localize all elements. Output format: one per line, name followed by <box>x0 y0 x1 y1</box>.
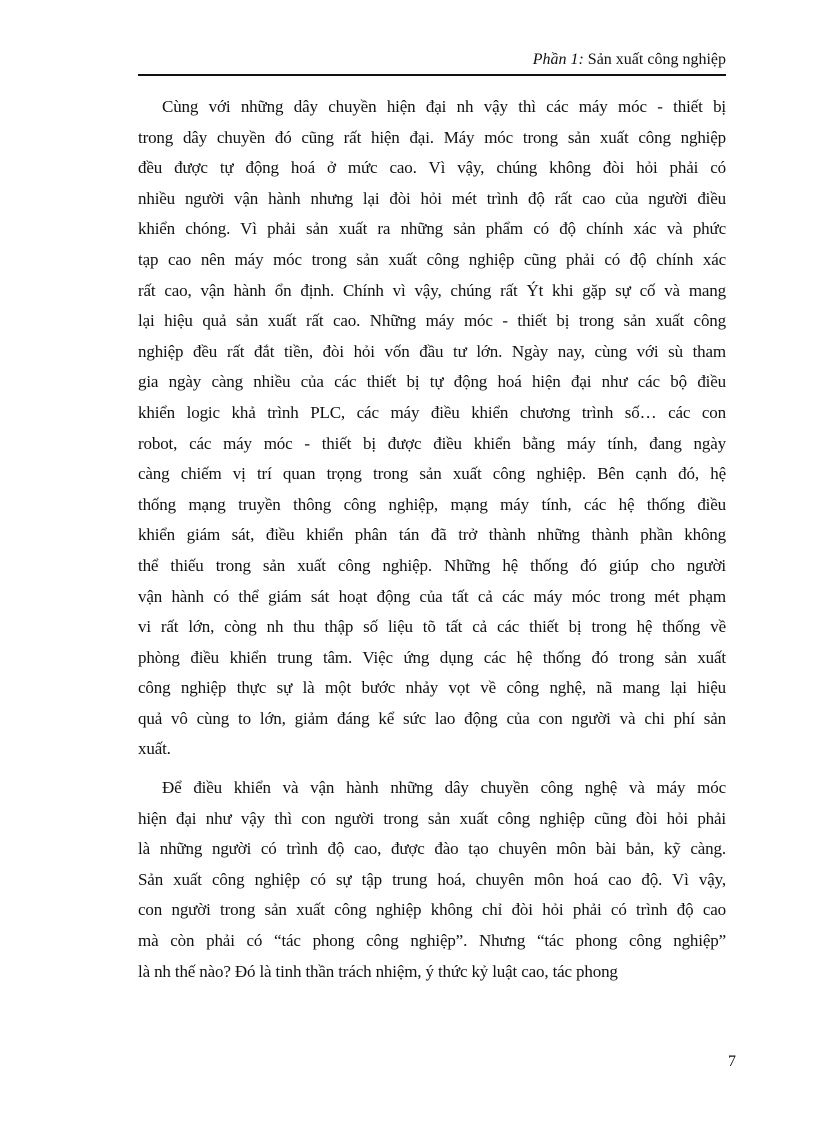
text-line: quả vô cùng to lớn, giảm đáng kể sức lao động của con người và chi phí sản <box>138 708 726 728</box>
page-number: 7 <box>728 1053 736 1070</box>
header-part-label: Phần 1: <box>532 51 584 68</box>
text-line: Sản xuất công nghiệp có sự tập trung hoá, chuyên môn hoá cao độ. Vì vậy, <box>138 869 726 889</box>
text-line: là nh thế nào? Đó là tinh thần trách nhiệm, ý thức kỷ luật cao, tác phong <box>138 961 618 981</box>
text-line: Để điều khiển và vận hành những dây chuyền công nghệ và máy móc <box>162 778 726 798</box>
text-line: khiển logic khả trình PLC, các máy điều khiển chương trình số… các con <box>138 402 726 422</box>
text-line: tạp cao nên máy móc trong sản xuất công nghiệp cũng phải có độ chính xác <box>138 249 726 269</box>
text-line: trong dây chuyền đó cũng rất hiện đại. Máy móc trong sản xuất công nghiệp <box>138 127 726 147</box>
header-rule <box>138 74 726 76</box>
text-line: phòng điều khiển trung tâm. Việc ứng dụng các hệ thống đó trong sản xuất <box>138 647 726 667</box>
text-line: nhiều người vận hành nhưng lại đòi hỏi mét trình độ rất cao của người điều <box>138 188 726 208</box>
header-section-title: Sản xuất công nghiệp <box>587 51 726 68</box>
text-line: lại hiệu quả sản xuất rất cao. Những máy móc - thiết bị trong sản xuất công <box>138 311 726 331</box>
text-line: nghiệp đều rất đắt tiền, đòi hỏi vốn đầu tư lớn. Ngày nay, cùng với sù tham <box>138 341 726 361</box>
text-line: khiển chóng. Vì phải sản xuất ra những sản phẩm có độ chính xác và phức <box>138 219 726 239</box>
text-line: con người trong sản xuất công nghiệp không chỉ đòi hỏi phải có trình độ cao <box>138 900 726 920</box>
text-line: đều được tự động hoá ở mức cao. Vì vậy, chúng không đòi hỏi phải có <box>138 158 726 178</box>
running-header <box>138 50 726 72</box>
text-line: rất cao, vận hành ổn định. Chính vì vậy, chúng rất Ýt khi gặp sự cố và mang <box>138 280 726 300</box>
paragraph-gap <box>138 765 726 773</box>
text-line: mà còn phải có “tác phong công nghiệp”. Nhưng “tác phong công nghiệp” <box>138 931 726 951</box>
text-line: robot, các máy móc - thiết bị được điều khiển bằng máy tính, đang ngày <box>138 433 726 453</box>
paragraph-2 <box>138 773 726 987</box>
text-line: khiển giám sát, điều khiển phân tán đã trở thành những thành phần không <box>138 525 726 545</box>
text-line: thể thiếu trong sản xuất công nghiệp. Những hệ thống đó giúp cho người <box>138 555 726 575</box>
text-line: càng chiếm vị trí quan trọng trong sản xuất công nghiệp. Bên cạnh đó, hệ <box>138 464 726 484</box>
text-line: vi rất lớn, còng nh thu thập số liệu tõ tất cả các thiết bị trong hệ thống về <box>138 617 726 637</box>
text-line: gia ngày càng nhiều của các thiết bị tự động hoá hiện đại như các bộ điều <box>138 372 726 392</box>
body-text <box>138 92 726 987</box>
text-line: thống mạng truyền thông công nghiệp, mạng máy tính, các hệ thống điều <box>138 494 726 514</box>
text-line: công nghiệp thực sự là một bước nhảy vọt về công nghệ, nã mang lại hiệu <box>138 678 726 698</box>
text-line: Cùng với những dây chuyền hiện đại nh vậy thì các máy móc - thiết bị <box>162 97 726 116</box>
paragraph-1 <box>138 92 726 765</box>
text-line: là những người có trình độ cao, được đào tạo chuyên môn bài bản, kỹ càng. <box>138 839 726 859</box>
text-line: xuất. <box>138 739 171 759</box>
text-line: vận hành có thể giám sát hoạt động của tất cả các máy móc trong mét phạm <box>138 586 726 606</box>
text-line: hiện đại như vậy thì con người trong sản xuất công nghiệp cũng đòi hỏi phải <box>138 808 726 828</box>
